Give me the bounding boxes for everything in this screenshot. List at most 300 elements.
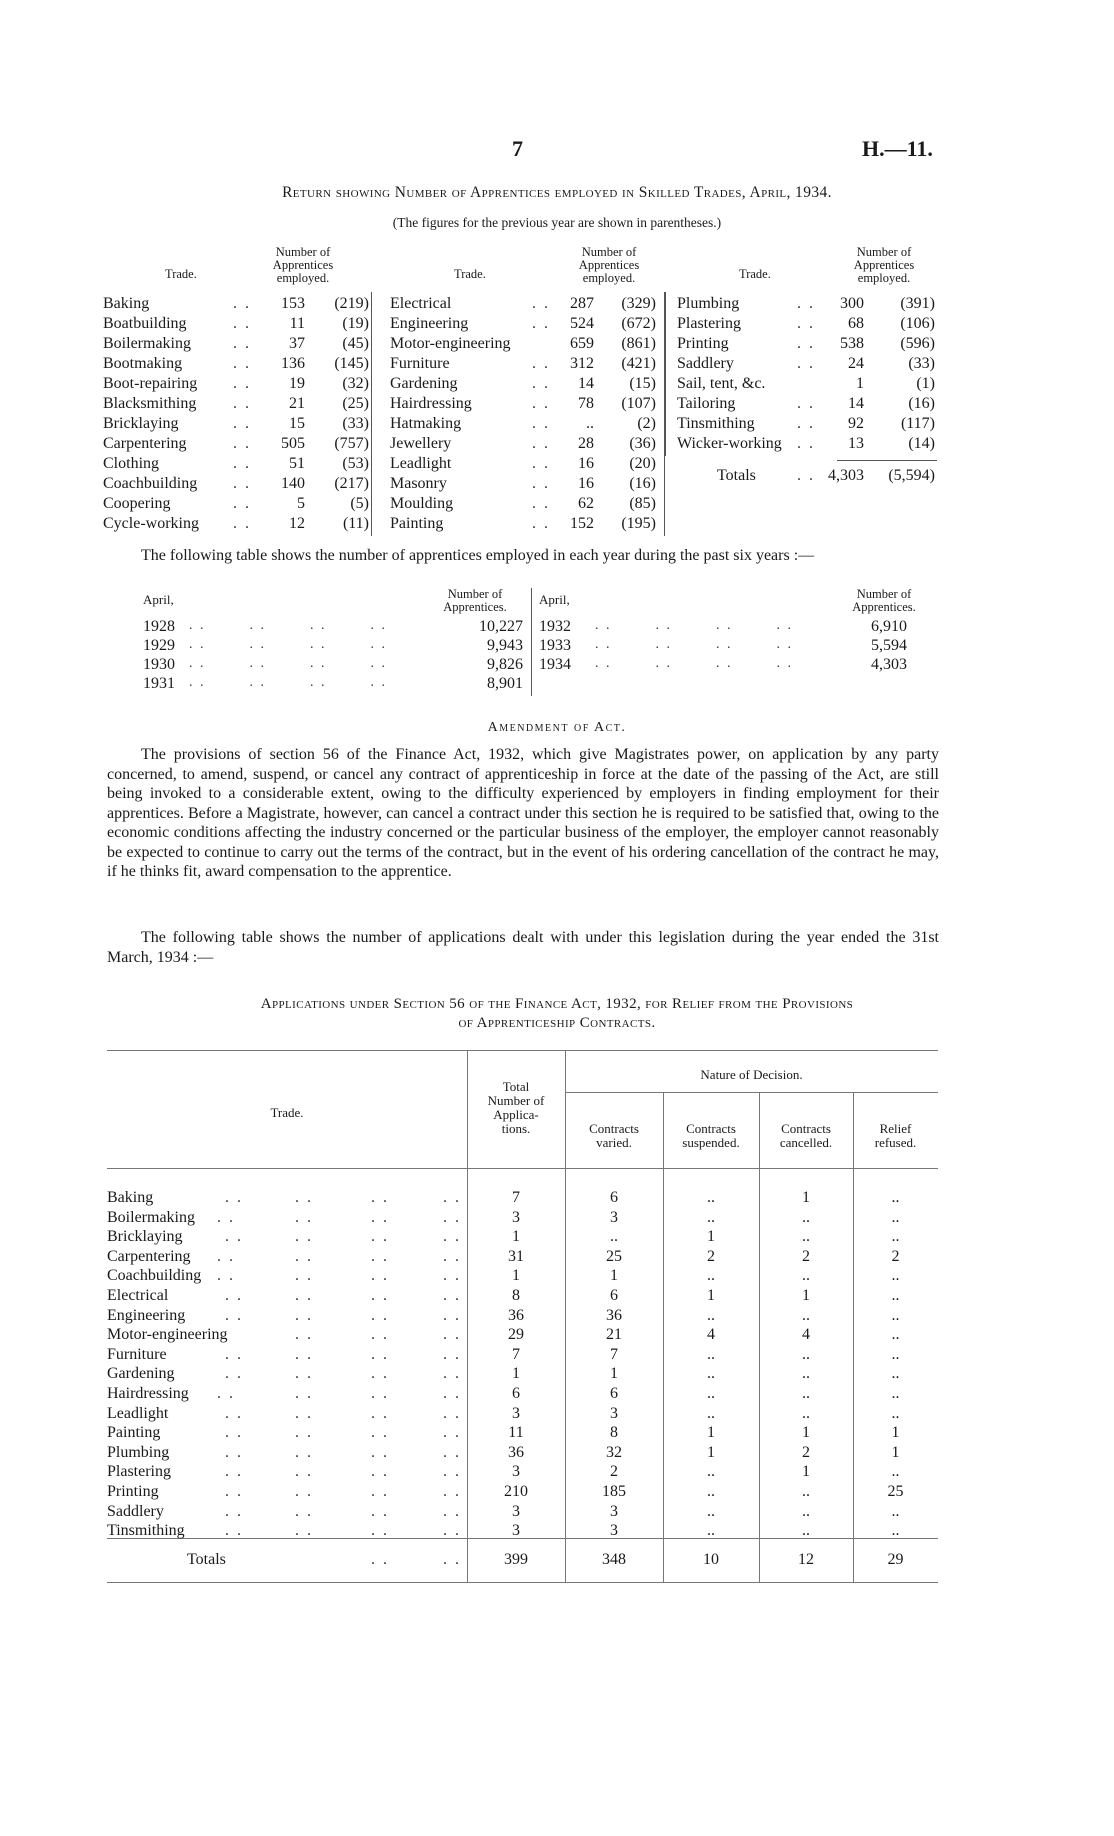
year-label: 1934 [539,656,571,673]
refused-value: .. [891,1522,900,1540]
apprentice-count: 5,594 [871,637,907,654]
trade-name: Painting [107,1424,161,1442]
trade-name: Blacksmithing [103,395,197,412]
year-column-divider [531,588,532,696]
leader-dots: . . [217,1247,235,1265]
number-header-line: employed. [857,271,911,285]
leader-dots: . . [443,1345,461,1363]
leader-dots: . . [233,395,251,412]
total-value: 1 [512,1267,520,1285]
refused-value: 1 [891,1424,900,1442]
leader-dots: . . [225,1306,243,1324]
apprentice-count: 68 [848,315,864,332]
trade-name: Tinsmithing [677,415,755,432]
leader-dots: . . [217,1267,235,1285]
totals-count: 4,303 [828,467,864,484]
refused-value: .. [891,1345,900,1363]
trade-name: Gardening [390,375,458,392]
cancelled-value: 4 [802,1326,810,1344]
leader-dots: . . [295,1306,313,1324]
apprentice-count: 10,227 [479,618,523,635]
previous-count: (1) [916,375,935,392]
number-header-line: Apprentices [853,258,915,272]
leader-dots: . . [443,1228,461,1246]
leader-dots: . . [371,1228,389,1246]
apprentice-count: 19 [289,375,305,392]
apprentice-count: 14 [578,375,594,392]
suspended-value: .. [707,1306,715,1324]
trade-row [103,514,371,534]
refused-value: 1 [891,1443,900,1461]
apprentice-count: 8,901 [487,675,523,692]
suspended-value: .. [707,1385,715,1402]
cancelled-value: .. [802,1365,810,1383]
trade-name: Printing [107,1483,159,1500]
varied-value: 2 [610,1463,618,1481]
number-column-header [253,246,353,285]
apprentice-count: 13 [848,435,864,452]
totals-total: 399 [504,1551,528,1568]
header-line: cancelled. [779,1135,833,1150]
leader-dots: . . [371,1345,389,1363]
varied-value: 185 [602,1483,626,1500]
year-label: 1928 [143,618,175,635]
leader-dots: . . [443,1502,461,1520]
table-row [107,1208,938,1228]
leader-dots: . . [443,1443,461,1461]
total-value: 3 [512,1208,520,1226]
apprentice-count: 16 [578,455,594,472]
trade-row [384,494,656,514]
trade-row [103,374,371,394]
leader-dots: . . [233,335,251,352]
cancelled-value: 1 [802,1424,810,1442]
trade-name: Plastering [677,315,741,332]
previous-count: (45) [342,335,369,352]
year-label: 1930 [143,656,175,673]
leader-dots: . . [233,355,251,372]
trade-name: Boilermaking [103,335,191,352]
table-row [107,1384,938,1404]
apprentice-count: 1 [856,375,864,392]
table-row [107,1306,938,1326]
number-header-line: Apprentices. [852,600,916,614]
trade-row [384,454,656,474]
previous-count: (33) [342,415,369,432]
return-note: (The figures for the previous year are shown in parentheses.) [392,215,722,230]
leader-dots: . . [532,355,550,372]
apprentice-count: 153 [281,295,305,312]
header-line: Contracts [781,1121,831,1136]
leader-dots: . . [371,1463,389,1481]
leader-dots: . . [443,1385,461,1402]
leader-dots: . . [371,1208,389,1226]
trade-table-column-1 [103,246,371,534]
column-divider [371,292,372,536]
leader-dots: . . [443,1551,461,1568]
previous-count: (145) [334,355,369,372]
trade-name: Cycle-working [103,515,199,532]
april-header: April, [143,592,174,607]
leader-dots: . . [225,1228,243,1246]
apprentice-count: 16 [578,475,594,492]
totals-suspended: 10 [703,1551,719,1568]
apprentice-count: 78 [578,395,594,412]
varied-value: 6 [610,1189,618,1206]
leader-dots: . . [797,467,815,484]
varied-value: 3 [610,1522,618,1540]
total-header [467,1080,565,1136]
table-row [107,1266,938,1286]
totals-rule [837,460,937,461]
refused-value: .. [891,1404,900,1422]
document-reference: H.—11. [862,136,933,161]
leader-dots: . . [295,1345,313,1363]
leader-dots: . . . . . . . . [189,675,387,690]
totals-cancelled: 12 [798,1551,814,1568]
apprentice-count: 37 [289,335,305,352]
total-header-line: tions. [501,1121,531,1136]
table-row [107,1227,938,1247]
trade-name: Boot-repairing [103,375,198,392]
leader-dots: . . [225,1404,243,1422]
leader-dots: . . [295,1463,313,1481]
trade-name: Hairdressing [107,1385,189,1402]
leader-dots: . . [532,435,550,452]
leader-dots: . . [532,515,550,532]
leader-dots: . . [295,1287,313,1304]
leader-dots: . . [295,1208,313,1226]
leader-dots: . . [443,1404,461,1422]
leader-dots: . . [225,1463,243,1481]
varied-value: 3 [610,1502,618,1520]
table-row [107,1462,938,1482]
trade-row [669,354,939,374]
varied-value: 7 [610,1345,618,1363]
table-row [107,1482,938,1502]
leader-dots: . . [295,1228,313,1246]
trade-name: Hairdressing [390,395,472,412]
leader-dots: . . [295,1385,313,1402]
leader-dots: . . [797,335,815,352]
table-rule [107,1050,938,1051]
applications-table [107,1050,938,1610]
leader-dots: . . [225,1522,243,1540]
year-label: 1932 [539,618,571,635]
leader-dots: . . [225,1189,243,1206]
previous-count: (195) [621,515,656,532]
apprentice-count: 524 [570,315,594,332]
leader-dots: . . [371,1287,389,1304]
leader-dots: . . [371,1483,389,1500]
total-value: 3 [512,1463,520,1481]
cancelled-value: .. [802,1208,810,1226]
leader-dots: . . [371,1385,389,1402]
table-row [107,1345,938,1365]
leader-dots: . . [797,315,815,332]
totals-label: Totals [717,467,756,484]
leader-dots: . . [797,415,815,432]
leader-dots: . . [443,1306,461,1324]
leader-dots: . . [233,295,251,312]
header-line: refused. [874,1135,917,1150]
leader-dots: . . [225,1424,243,1442]
varied-value: 3 [610,1208,618,1226]
apprentice-count: 300 [840,295,864,312]
header-line: Contracts [686,1121,736,1136]
year-label: 1931 [143,675,175,692]
leader-dots: . . [225,1287,243,1304]
previous-count: (11) [342,515,369,532]
refused-value: 25 [887,1483,904,1500]
apprentice-count: .. [586,415,594,432]
refused-value: .. [891,1287,900,1304]
cancelled-value: .. [802,1228,810,1246]
header-line: Contracts [589,1121,639,1136]
trade-row [103,434,371,454]
trade-name: Plastering [107,1463,171,1481]
trade-row [384,394,656,414]
totals-label: Totals [187,1551,226,1568]
apprentice-count: 287 [570,295,594,312]
previous-count: (217) [334,475,369,492]
leader-dots: . . [532,295,550,312]
trade-name: Leadlight [390,455,452,472]
table-row [107,1423,938,1443]
trade-row [669,294,939,314]
previous-count: (219) [334,295,369,312]
leader-dots: . . [371,1306,389,1324]
total-value: 36 [508,1443,524,1461]
apprentice-count: 11 [289,315,305,332]
total-value: 1 [512,1228,520,1246]
leader-dots: . . [371,1502,389,1520]
previous-count: (16) [908,395,935,412]
trade-row [103,474,371,494]
trade-name: Electrical [390,295,452,312]
apprentice-count: 140 [281,475,305,492]
previous-count: (757) [334,435,369,452]
varied-value: 1 [610,1267,618,1285]
refused-value: .. [891,1306,900,1324]
varied-value: 1 [610,1365,618,1383]
varied-header [565,1122,663,1150]
leader-dots: . . [295,1365,313,1383]
number-header-line: Apprentices [578,258,640,272]
leader-dots: . . [371,1267,389,1285]
leader-dots: . . [532,475,550,492]
leader-dots: . . [295,1443,313,1461]
suspended-value: .. [707,1483,715,1500]
apprentice-count: 62 [578,495,594,512]
trade-column-header: Trade. [454,267,486,281]
apprentice-count: 5 [297,495,305,512]
apprentice-count: 51 [289,455,305,472]
return-title: Return showing Number of Apprentices employed in Skilled Trades, April, 1934. [282,184,832,201]
number-header [425,588,525,614]
trade-name: Bricklaying [107,1228,183,1246]
table-row [107,1286,938,1306]
previous-count: (117) [900,415,935,432]
previous-count: (391) [900,295,935,312]
trade-row [103,494,371,514]
leader-dots: . . [443,1326,461,1344]
suspended-value: .. [707,1345,715,1363]
leader-dots: . . [233,375,251,392]
nature-rule [565,1092,938,1093]
refused-value: .. [891,1189,900,1206]
table-row [107,1502,938,1522]
leader-dots: . . [532,375,550,392]
leader-dots: . . [371,1247,389,1265]
trade-name: Jewellery [390,435,452,452]
trade-name: Motor-engineering [107,1326,228,1344]
trade-name: Plumbing [677,295,740,312]
total-value: 11 [508,1424,524,1442]
varied-value: 6 [610,1385,618,1402]
applications-intro-paragraph: The following table shows the number of applications dealt with under this legislation during the year ended the 31st March, 1934 :— [107,929,939,966]
cancelled-value: .. [802,1522,810,1540]
number-header-line: Number of [856,245,912,259]
leader-dots: . . [225,1502,243,1520]
cancelled-header [759,1122,853,1150]
previous-count: (14) [908,435,935,452]
totals-refused: 29 [887,1551,904,1568]
leader-dots: . . . . . . . . [189,618,387,633]
table-row [107,1404,938,1424]
trade-row [103,394,371,414]
number-header [829,588,939,614]
leader-dots: . . [295,1267,313,1285]
leader-dots: . . [443,1287,461,1304]
apprentice-count: 9,943 [487,637,523,654]
leader-dots: . . [233,315,251,332]
trade-name: Boilermaking [107,1208,195,1226]
total-value: 3 [512,1404,520,1422]
trade-name: Saddlery [107,1502,164,1520]
leader-dots: . . [532,415,550,432]
trade-name: Carpentering [103,435,187,452]
previous-count: (15) [629,375,656,392]
trade-name: Clothing [103,455,160,472]
trade-name: Furniture [390,355,450,372]
total-value: 3 [512,1502,520,1520]
total-value: 1 [512,1365,520,1383]
varied-value: 8 [610,1424,618,1442]
cancelled-value: 1 [802,1189,810,1206]
leader-dots: . . [532,455,550,472]
leader-dots: . . [443,1247,461,1265]
previous-count: (25) [342,395,369,412]
previous-count: (5) [350,495,369,512]
leader-dots: . . [295,1189,313,1206]
leader-dots: . . [233,475,251,492]
total-value: 6 [512,1385,520,1402]
apprentice-count: 136 [281,355,305,372]
table-rule [107,1582,938,1583]
leader-dots: . . [295,1404,313,1422]
leader-dots: . . . . . . . . [595,656,793,671]
leader-dots: . . [443,1208,461,1226]
refused-value: .. [891,1326,900,1344]
varied-value: .. [610,1228,618,1246]
trade-row [384,334,656,354]
cancelled-value: .. [802,1345,810,1363]
leader-dots: . . [532,395,550,412]
trade-name: Hatmaking [390,415,462,432]
trade-row [384,434,656,454]
leader-dots: . . . . . . . . [595,618,793,633]
totals-previous: (5,594) [888,467,935,484]
previous-count: (53) [342,455,369,472]
leader-dots: . . [371,1189,389,1206]
applications-title-line-2: of Apprenticeship Contracts. [458,1015,656,1031]
suspended-header [663,1122,759,1150]
leader-dots: . . [295,1483,313,1500]
trade-name: Boatbuilding [103,315,187,332]
apprentice-count: 21 [289,395,305,412]
number-header-line: Apprentices [272,258,334,272]
trade-row [669,314,939,334]
trade-column-header: Trade. [739,267,771,281]
trade-name: Gardening [107,1365,175,1383]
leader-dots: . . [797,295,815,312]
trade-name: Engineering [107,1306,186,1324]
trade-row [384,374,656,394]
refused-value: .. [891,1365,900,1383]
previous-count: (861) [621,335,656,352]
leader-dots: . . [371,1522,389,1540]
table-rule [107,1168,938,1169]
total-value: 3 [512,1522,520,1540]
suspended-value: .. [707,1404,715,1422]
amendment-paragraph: The provisions of section 56 of the Finance Act, 1932, which give Magistrates power, on application by any party concerned, to amend, suspend, or cancel any contract of apprenticeship in force at the date of the passing of the Act, are still being invoked to a considerable extent, owing to the difficulty experienced by employers in finding employment for their apprentices. Before a Magistrate, however, can cancel a contract under this section he is required to be satisfied that, owing to the economic conditions affecting the industry concerned or the particular business of the employer, the employer cannot reasonably be expected to continue to carry out the terms of the contract, but in the event of his ordering cancellation of the contract he may, if he thinks fit, award compensation to the apprentice. [107,746,939,880]
leader-dots: . . . . . . . . [189,637,387,652]
trade-name: Sail, tent, &c. [677,375,766,392]
header-line: Relief [879,1121,912,1136]
leader-dots: . . [295,1522,313,1540]
trade-name: Engineering [390,315,469,332]
leader-dots: . . [295,1424,313,1442]
apprentice-count: 152 [570,515,594,532]
suspended-value: .. [707,1463,715,1481]
applications-title [0,995,1114,1033]
apprentice-count: 312 [570,355,594,372]
varied-value: 6 [610,1287,618,1304]
refused-value: .. [891,1208,900,1226]
leader-dots: . . [225,1365,243,1383]
leader-dots: . . [371,1551,389,1568]
trade-row [669,334,939,354]
varied-value: 32 [606,1443,622,1461]
trade-name: Wicker-working [677,435,782,452]
cancelled-value: .. [802,1404,810,1422]
leader-dots: . . [371,1404,389,1422]
leader-dots: . . [797,395,815,412]
column-divider [665,292,666,456]
leader-dots: . . [797,435,815,452]
table-row [107,1521,938,1541]
apprentice-count: 12 [289,515,305,532]
suspended-value: .. [707,1522,715,1540]
suspended-value: .. [707,1208,715,1226]
leader-dots: . . [797,355,815,372]
apprentice-count: 6,910 [871,618,907,635]
cancelled-value: .. [802,1483,810,1500]
suspended-value: .. [707,1502,715,1520]
leader-dots: . . [295,1326,313,1344]
trade-name: Coachbuilding [107,1267,202,1285]
